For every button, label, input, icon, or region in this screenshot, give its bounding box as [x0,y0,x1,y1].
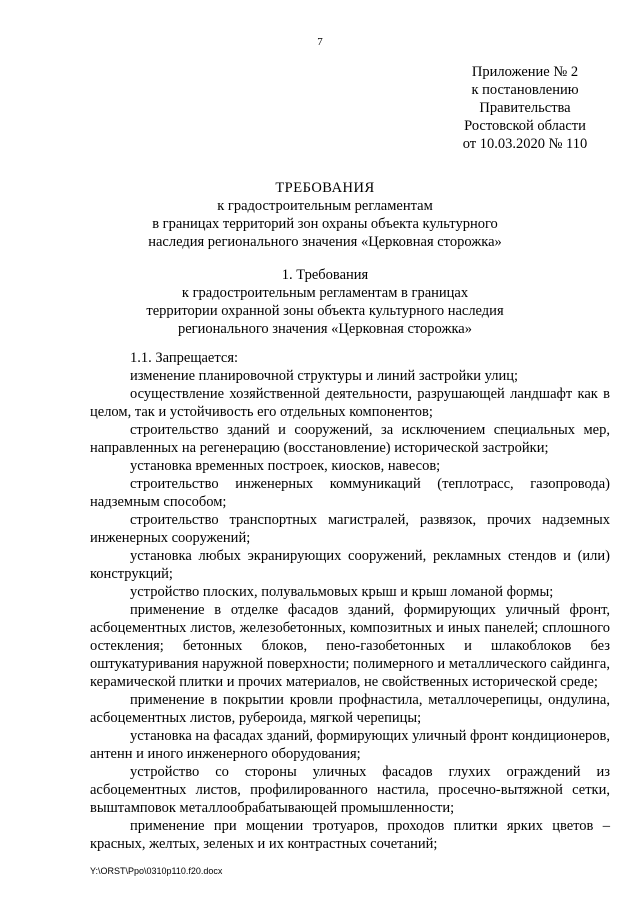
appendix-line: Приложение № 2 [471,64,579,80]
appendix-line: Правительства [479,100,571,116]
body-paragraph: установка на фасадах зданий, формирующих уличный фронт кондиционеров, антенн и иного инженерного оборудования; [90,728,610,762]
body-paragraph: строительство транспортных магистралей, развязок, прочих надземных инженерных сооружений; [90,512,610,546]
body-paragraph: применение в покрытии кровли профнастила, металлочерепицы, ондулина, асбоцементных листов, рубероида, мягкой черепицы; [90,692,610,726]
section-heading-line: территории охранной зоны объекта культурного наследия [146,303,504,319]
section-heading [90,266,560,338]
body-paragraph: устройство плоских, полувальмовых крыш и крыш ломаной формы; [130,584,554,600]
appendix-line: Ростовской области [464,118,586,134]
clause-heading: 1.1. Запрещается: [130,350,239,366]
body-paragraph: строительство инженерных коммуникаций (теплотрасс, газопровода) надземным способом; [90,476,610,510]
body-paragraph: изменение планировочной структуры и линий застройки улиц; [130,368,519,384]
body-paragraph: строительство зданий и сооружений, за исключением специальных мер, направленных на регенерацию (восстановление) исторической застройки; [90,422,610,456]
title-line: к градостроительным регламентам [217,198,433,214]
appendix-block [430,63,620,153]
title-line: в границах территорий зон охраны объекта культурного [152,216,498,232]
appendix-line: к постановлению [471,82,579,98]
title-main: ТРЕБОВАНИЯ [275,180,375,196]
body-paragraph: устройство со стороны уличных фасадов глухих ограждений из асбоцементных листов, профилированного настила, просечно-вытяжной сетки, выштамповок металлообрабатывающей промышленности; [90,764,610,816]
title-line: наследия регионального значения «Церковная сторожка» [148,234,502,250]
body-paragraph: установка временных построек, киосков, навесов; [130,458,441,474]
appendix-line: от 10.03.2020 № 110 [462,136,588,152]
body-paragraph: установка любых экранирующих сооружений, рекламных стендов и (или) конструкций; [90,548,610,582]
section-heading-line: регионального значения «Церковная сторожка» [178,321,472,337]
body-paragraph: осуществление хозяйственной деятельности, разрушающей ландшафт как в целом, так и устойчивость его отдельных компонентов; [90,386,610,420]
body-paragraph: применение в отделке фасадов зданий, формирующих уличный фронт, асбоцементных листов, железобетонных, композитных и иных панелей; сплошного остекления; бетонных блоков, пено-газобетонных и шлакоблоков без оштукатуривания наружной поверхности; полимерного и металлического сайдинга, керамической плитки и прочих материалов, не свойственных исторической среде; [90,602,610,690]
section-heading-main: 1. Требования [281,267,369,283]
page-number: 7 [317,36,323,48]
section-heading-line: к градостроительным регламентам в границах [181,285,469,301]
document-title [90,179,560,251]
body-paragraph: применение при мощении тротуаров, проходов плитки ярких цветов – красных, желтых, зеленых и их контрастных сочетаний; [90,818,610,852]
file-path-footer: Y:\ORST\Ppo\0310p110.f20.docx [90,866,223,876]
body-text [90,349,610,853]
